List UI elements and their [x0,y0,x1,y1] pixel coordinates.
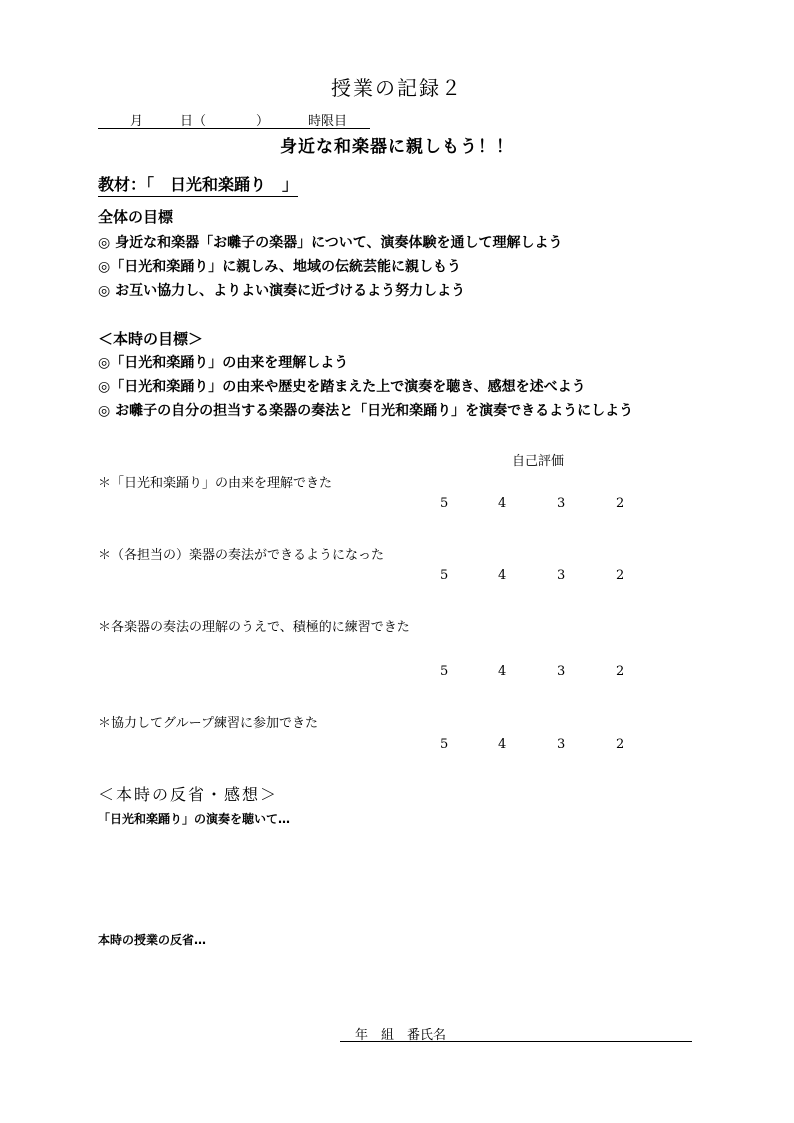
name-line[interactable] [340,1024,692,1042]
score-option[interactable]: 3 [557,664,566,679]
score-option[interactable]: 4 [498,496,507,511]
score-option[interactable]: 5 [440,664,449,679]
score-option[interactable]: 2 [616,737,625,752]
score-option[interactable]: 4 [498,568,507,583]
document-title: 授業の記録２ [331,76,463,100]
lesson-goal-item: ◎「日光和楽踊り」の由来や歴史を踏まえた上で演奏を聴き、感想を述べよう [98,379,586,395]
lesson-reflection-prompt: 本時の授業の反省… [98,933,207,947]
score-option[interactable]: 2 [616,664,625,679]
score-option[interactable]: 3 [557,568,566,583]
evaluation-item-label: ＊（各担当の）楽器の奏法ができるようになった [98,548,385,563]
day-label: 日（ [180,114,207,129]
score-option[interactable]: 2 [616,568,625,583]
overall-goal-item: ◎ お互い協力し、よりよい演奏に近づけるよう努力しよう [98,283,466,299]
score-option[interactable]: 5 [440,496,449,511]
month-label: 月 [130,114,144,129]
overall-goal-item: ◎「日光和楽踊り」に親しみ、地域の伝統芸能に親しもう [98,259,462,275]
listening-answer-area[interactable] [98,830,698,920]
self-evaluation-heading: 自己評価 [512,454,565,469]
score-option[interactable]: 4 [498,737,507,752]
lesson-reflection-answer-area[interactable] [98,950,698,1014]
period-label: 時限目 [308,114,348,129]
score-option[interactable]: 5 [440,568,449,583]
overall-goals-heading: 全体の目標 [98,208,174,226]
lesson-goals-heading: ＜本時の目標＞ [98,330,204,348]
score-option[interactable]: 4 [498,664,507,679]
evaluation-item-label: ＊各楽器の奏法の理解のうえで、積極的に練習できた [98,620,410,635]
score-option[interactable]: 2 [616,496,625,511]
score-option[interactable]: 3 [557,737,566,752]
weekday-close: ） [256,114,270,129]
lesson-goal-item: ◎ お囃子の自分の担当する楽器の奏法と「日光和楽踊り」を演奏できるようにしよう [98,403,634,419]
lesson-goal-item: ◎「日光和楽踊り」の由来を理解しよう [98,355,349,371]
material-title: 教材：「 日光和楽踊り 」 [98,172,298,197]
overall-goal-item: ◎ 身近な和楽器「お囃子の楽器」について、演奏体験を通して理解しよう [98,235,563,251]
date-line [98,110,370,129]
reflection-heading: ＜本時の反省・感想＞ [98,785,279,804]
listening-prompt: 「日光和楽踊り」の演奏を聴いて… [98,812,291,826]
name-line-label: 年 組 番氏名 [355,1028,447,1043]
evaluation-item-label: ＊「日光和楽踊り」の由来を理解できた [98,476,333,491]
score-option[interactable]: 5 [440,737,449,752]
score-option[interactable]: 3 [557,496,566,511]
slogan: 身近な和楽器に親しもう！！ [280,137,514,157]
evaluation-item-label: ＊協力してグループ練習に参加できた [98,716,318,731]
